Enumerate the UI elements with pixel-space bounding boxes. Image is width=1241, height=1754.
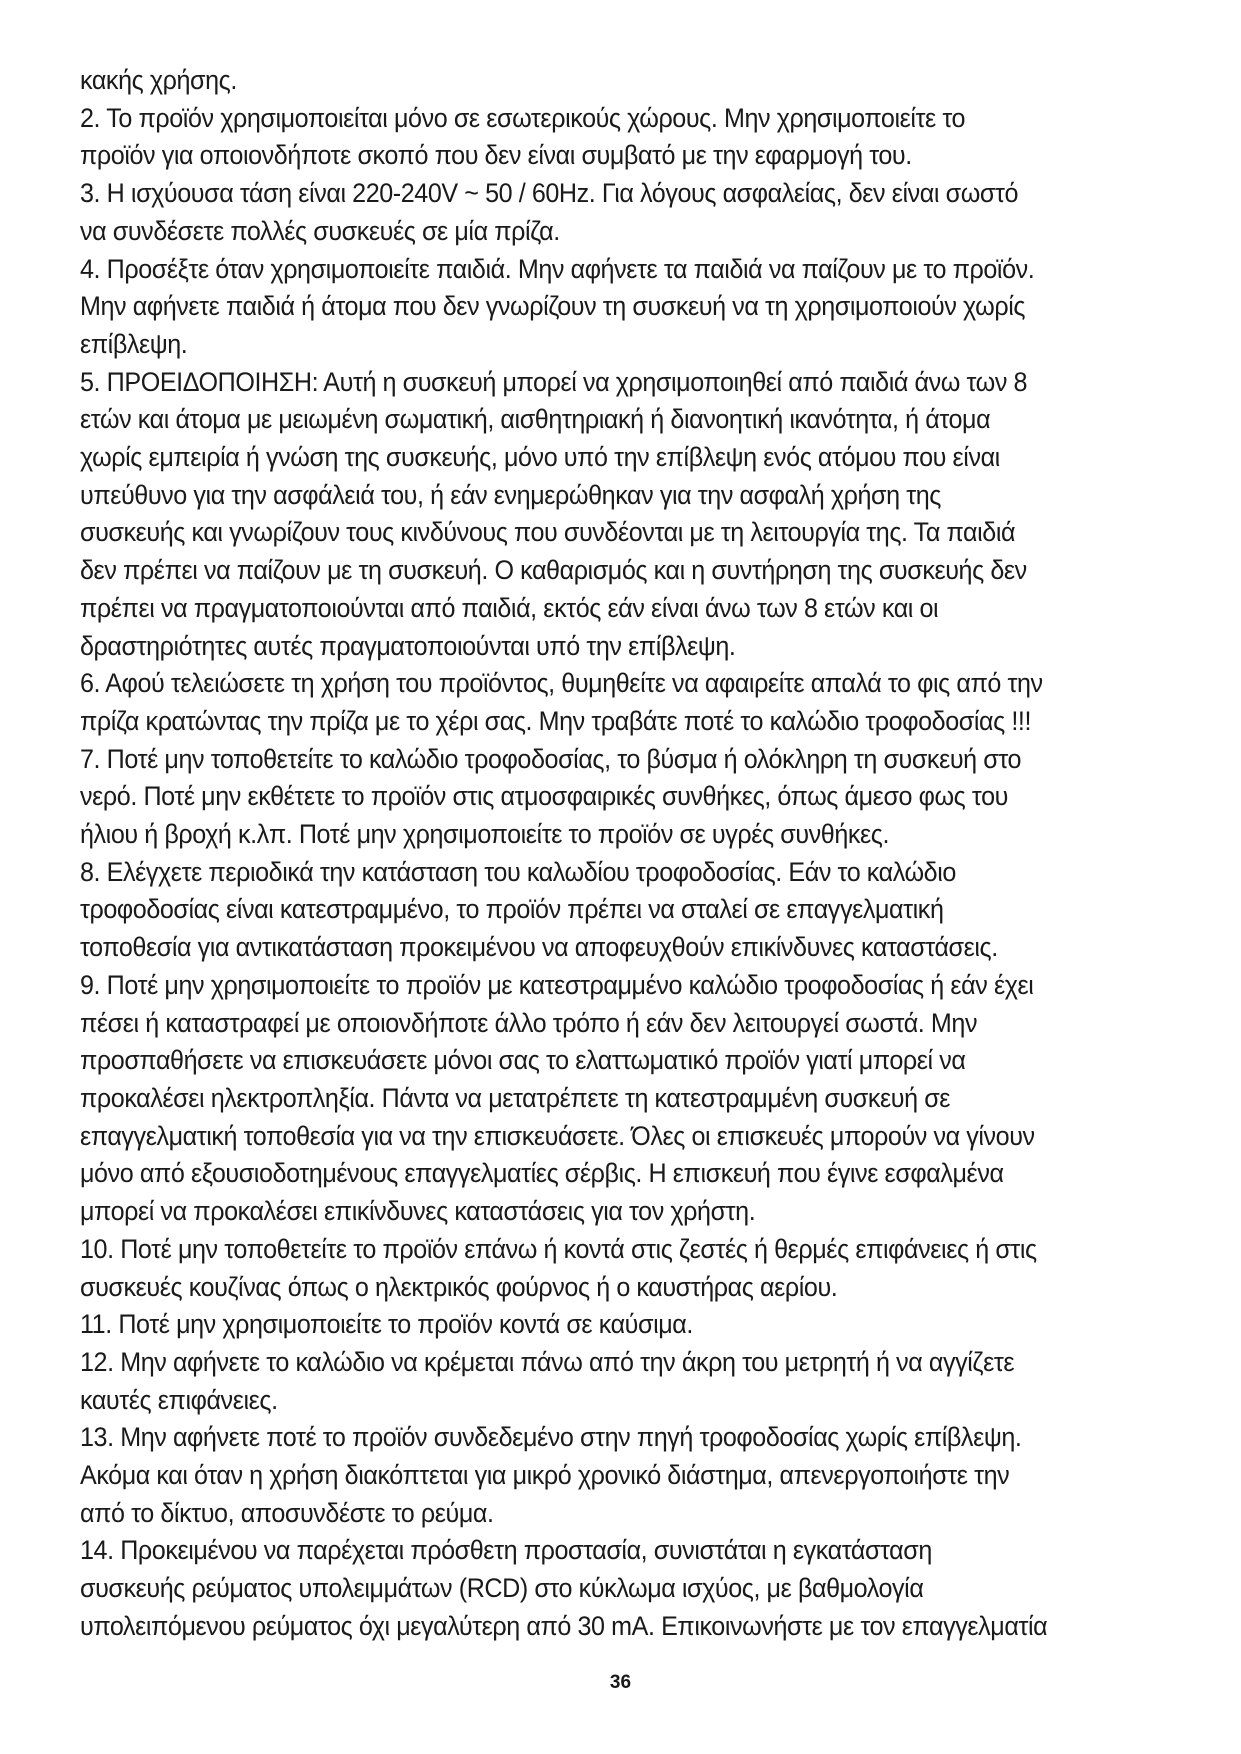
text-line: χωρίς εμπειρία ή γνώση της συσκευής, μόνο υπό την επίβλεψη ενός ατόμου που είναι: [80, 442, 1000, 473]
text-line: 12. Μην αφήνετε το καλώδιο να κρέμεται πάνω από την άκρη του μετρητή ή να αγγίζετε: [80, 1346, 1015, 1377]
text-line: δραστηριότητες αυτές πραγματοποιούνται υπό την επίβλεψη.: [80, 630, 736, 661]
text-line: 3. Η ισχύουσα τάση είναι 220-240V ~ 50 / 60Hz. Για λόγους ασφαλείας, δεν είναι σωστό: [80, 178, 1019, 209]
text-line: επαγγελματική τοποθεσία για να την επισκευάσετε. Όλες οι επισκευές μπορούν να γίνουν: [80, 1120, 1035, 1151]
text-line: πρέπει να πραγματοποιούνται από παιδιά, εκτός εάν είναι άνω των 8 ετών και οι: [80, 592, 939, 623]
text-line: 14. Προκειμένου να παρέχεται πρόσθετη προστασία, συνιστάται η εγκατάσταση: [80, 1535, 932, 1566]
text-line: καυτές επιφάνειες.: [80, 1384, 278, 1415]
text-line: προκαλέσει ηλεκτροπληξία. Πάντα να μετατρέπετε τη κατεστραμμένη συσκευή σε: [80, 1082, 951, 1113]
text-line: 6. Αφού τελειώσετε τη χρήση του προϊόντος, θυμηθείτε να αφαιρείτε απαλά το φις από την: [80, 668, 1043, 699]
text-line: κακής χρήσης.: [80, 65, 237, 95]
text-line: προσπαθήσετε να επισκευάσετε μόνοι σας το ελαττωματικό προϊόν γιατί μπορεί να: [80, 1045, 966, 1076]
text-line: συσκευές κουζίνας όπως ο ηλεκτρικός φούρνος ή ο καυστήρας αερίου.: [80, 1271, 838, 1302]
page-number: 36: [609, 1672, 632, 1693]
text-line: υπεύθυνο για την ασφάλειά του, ή εάν ενημερώθηκαν για την ασφαλή χρήση της: [80, 479, 941, 510]
text-line: συσκευής ρεύματος υπολειμμάτων (RCD) στο κύκλωμα ισχύος, με βαθμολογία: [80, 1573, 924, 1604]
text-line: 7. Ποτέ μην τοποθετείτε το καλώδιο τροφοδοσίας, το βύσμα ή ολόκληρη τη συσκευή στο: [80, 743, 1022, 774]
text-line: 8. Ελέγχετε περιοδικά την κατάσταση του καλωδίου τροφοδοσίας. Εάν το καλώδιο: [80, 856, 956, 887]
text-line: από το δίκτυο, αποσυνδέστε το ρεύμα.: [80, 1497, 494, 1528]
text-line: τροφοδοσίας είναι κατεστραμμένο, το προϊόν πρέπει να σταλεί σε επαγγελματική: [80, 894, 944, 925]
text-line: 10. Ποτέ μην τοποθετείτε το προϊόν επάνω ή κοντά στις ζεστές ή θερμές επιφάνειες ή στις: [80, 1233, 1037, 1264]
text-line: μπορεί να προκαλέσει επικίνδυνες καταστάσεις για τον χρήστη.: [80, 1196, 756, 1227]
text-line: Μην αφήνετε παιδιά ή άτομα που δεν γνωρίζουν τη συσκευή να τη χρησιμοποιούν χωρίς: [80, 291, 1026, 322]
document-body: [80, 62, 1180, 1646]
text-line: τοποθεσία για αντικατάσταση προκειμένου να αποφευχθούν επικίνδυνες καταστάσεις.: [80, 932, 998, 963]
text-line: 2. Το προϊόν χρησιμοποιείται μόνο σε εσωτερικούς χώρους. Μην χρησιμοποιείτε το: [80, 102, 966, 133]
text-line: 5. ΠΡΟΕΙΔΟΠΟΙΗΣΗ: Αυτή η συσκευή μπορεί να χρησιμοποιηθεί από παιδιά άνω των 8: [80, 366, 1028, 397]
text-line: 11. Ποτέ μην χρησιμοποιείτε το προϊόν κοντά σε καύσιμα.: [80, 1309, 693, 1340]
text-line: νερό. Ποτέ μην εκθέτετε το προϊόν στις ατμοσφαιρικές συνθήκες, όπως άμεσο φως του: [80, 781, 1008, 812]
text-line: 13. Μην αφήνετε ποτέ το προϊόν συνδεδεμένο στην πηγή τροφοδοσίας χωρίς επίβλεψη.: [80, 1422, 1022, 1453]
text-line: Ακόμα και όταν η χρήση διακόπτεται για μικρό χρονικό διάστημα, απενεργοποιήστε την: [80, 1460, 1010, 1491]
text-line: να συνδέσετε πολλές συσκευές σε μία πρίζα.: [80, 215, 560, 246]
text-line: προϊόν για οποιονδήποτε σκοπό που δεν είναι συμβατό με την εφαρμογή του.: [80, 140, 912, 171]
text-line: πρίζα κρατώντας την πρίζα με το χέρι σας. Μην τραβάτε ποτέ το καλώδιο τροφοδοσίας !!!: [80, 705, 1032, 736]
text-line: ήλιου ή βροχή κ.λπ. Ποτέ μην χρησιμοποιείτε το προϊόν σε υγρές συνθήκες.: [80, 819, 890, 850]
text-line: μόνο από εξουσιοδοτημένους επαγγελματίες σέρβις. Η επισκευή που έγινε εσφαλμένα: [80, 1158, 1004, 1189]
text-line: 9. Ποτέ μην χρησιμοποιείτε το προϊόν με κατεστραμμένο καλώδιο τροφοδοσίας ή εάν έχει: [80, 969, 1034, 1000]
text-line: δεν πρέπει να παίζουν με τη συσκευή. Ο καθαρισμός και η συντήρηση της συσκευής δεν: [80, 555, 1027, 586]
text-line: ετών και άτομα με μειωμένη σωματική, αισθητηριακή ή διανοητική ικανότητα, ή άτομα: [80, 404, 991, 435]
text-line: υπολειπόμενου ρεύματος όχι μεγαλύτερη από 30 mA. Επικοινωνήστε με τον επαγγελματία: [80, 1610, 1048, 1641]
text-line: συσκευής και γνωρίζουν τους κινδύνους που συνδέονται με τη λειτουργία της. Τα παιδιά: [80, 517, 1016, 548]
text-line: πέσει ή καταστραφεί με οποιονδήποτε άλλο τρόπο ή εάν δεν λειτουργεί σωστά. Μην: [80, 1007, 978, 1038]
text-line: επίβλεψη.: [80, 328, 188, 359]
text-line: 4. Προσέξτε όταν χρησιμοποιείτε παιδιά. Μην αφήνετε τα παιδιά να παίζουν με το προϊόν.: [80, 253, 1035, 284]
